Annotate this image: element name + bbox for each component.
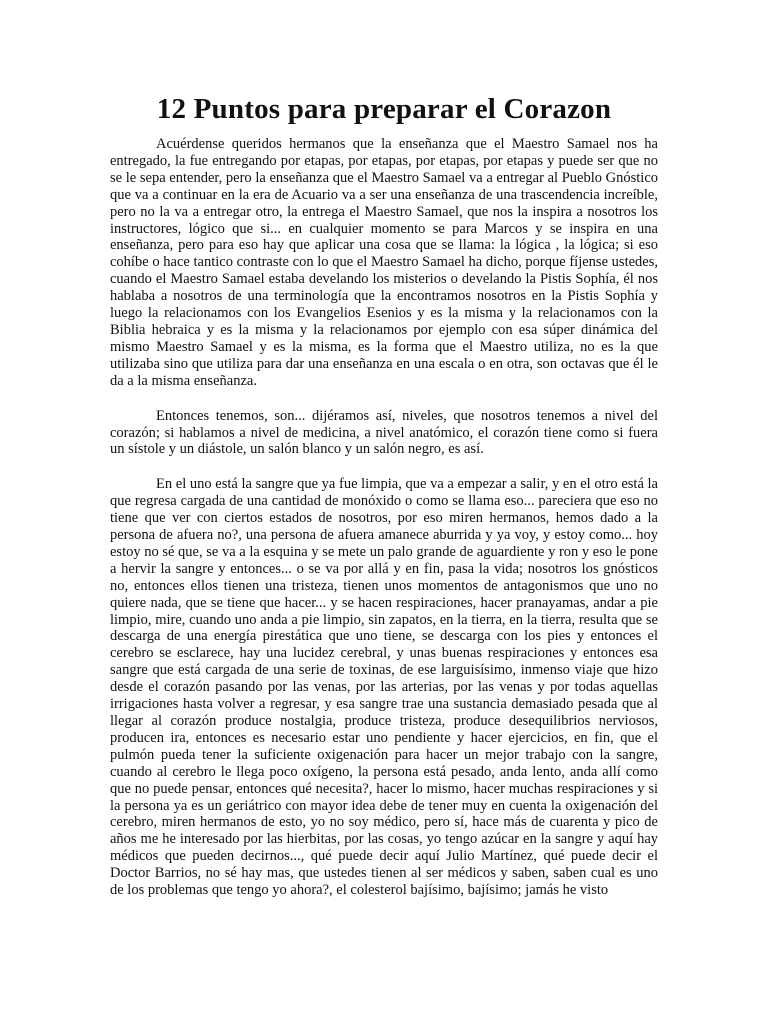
paragraph-3: En el uno está la sangre que ya fue limpia, que va a empezar a salir, y en el otro está la que regresa cargada de una cantidad de monóxido o como se llama eso... pareciera que eso no tiene que ver con ciertos estados de nosotros, por eso miren hermanos, hemos dado a la persona de afuera no?, una persona de afuera amanece aburrida y ya voy, y estoy como... hoy estoy no sé que, se va a la esquina y se mete un palo grande de aguardiente y ron y eso le pone a hervir la sangre y entonces... o se va por allá y en fin, pasa la vida; nosotros los gnósticos no, entonces ellos tienen una tristeza, tienen unos momentos de antagonismos que uno no quiere nada, que se tiene que hacer... y se hacen respiraciones, hacer pranayamas, andar a pie limpio, mire, cuando uno anda a pie limpio, sin zapatos, en la tierra, en la tierra, resulta que se descarga de una energía pirestática que uno tiene, se descarga con los pies y entonces el cerebro se esclarece, hay una lucidez cerebral, y unas buenas respiraciones y entonces esa sangre que está cargada de una serie de toxinas, de ese larguisísimo, inmenso viaje que hizo desde el corazón pasando por las venas, por las arterias, por las venas y por todas aquellas irrigaciones hasta volver a regresar, y esa sangre trae una sustancia demasiado pesada que al llegar al corazón produce nostalgia, produce tristeza, produce desequilibrios nerviosos, producen ira, entonces es necesario estar uno pendiente y hacer ejercicios, en fin, que el pulmón pueda tener la suficiente oxigenación para hacer un mejor trabajo con la sangre, cuando al cerebro le llega poco oxígeno, la persona está pesado, anda lento, anda allí como que no puede pensar, entonces qué necesita?, hacer lo mismo, hacer muchas respiraciones y si la persona ya es un geriátrico con mayor idea debe de tener muy en cuenta la oxigenación del cerebro, miren hermanos de esto, yo no soy médico, pero sí, hace más de cuarenta y pico de años me he interesado por las hierbitas, por las cosas, yo tengo azúcar en la sangre y aquí hay médicos que pueden decirnos..., qué puede decir aquí Julio Martínez, qué puede decir el Doctor Barrios, no sé hay mas, que ustedes tienen al ser médicos y saben, saben cual es uno de los problemas que tengo yo ahora?, el colesterol bajísimo, bajísimo; jamás he visto xyxy=(110,476,658,899)
paragraph-1: Acuérdense queridos hermanos que la enseñanza que el Maestro Samael nos ha entregado, la fue entregando por etapas, por etapas, por etapas, por etapas y puede ser que no se le sepa entender, pero la enseñanza que el Maestro Samael va a entregar al Pueblo Gnóstico que va a continuar en la era de Acuario va a ser una enseñanza de una trascendencia increíble, pero no la va a entregar otro, la entrega el Maestro Samael, que nos la inspira a nosotros los instructores, lógico que si... en cualquier momento se para Marcos y se inspira en una enseñanza, pero para eso hay que aplicar una cosa que se llama: la lógica , la lógica; si eso cohíbe o hace tantico contraste con lo que el Maestro Samael ha dicho, porque fíjense ustedes, cuando el Maestro Samael estaba develando los misterios o develando la Pistis Sophía, él nos hablaba a nosotros de una terminología que la encontramos nosotros en la Pistis Sophía y luego la relacionamos con los Evangelios Esenios y es la misma y la relacionamos con la Biblia hebraica y es la misma y la relacionamos por ejemplo con esa súper dinámica del mismo Maestro Samael y es la misma, es la forma que el Maestro utiliza, no es la que utilizaba sino que utiliza para dar una enseñanza en una escala o en otra, son octavas que él le da a la misma enseñanza. xyxy=(110,136,658,389)
document-title: 12 Puntos para preparar el Corazon xyxy=(156,93,612,125)
paragraph-2: Entonces tenemos, son... dijéramos así, niveles, que nosotros tenemos a nivel del corazón; si hablamos a nivel de medicina, a nivel anatómico, el corazón tiene como si fuera un sístole y un diástole, un salón blanco y un salón negro, es así. xyxy=(110,407,658,458)
